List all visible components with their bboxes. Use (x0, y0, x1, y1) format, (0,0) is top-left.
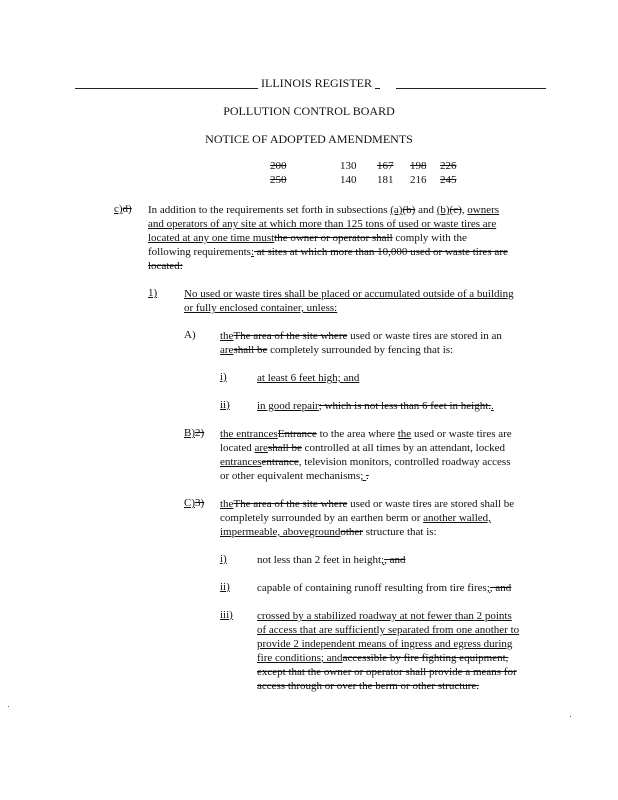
section-c-label: c)d) (114, 203, 132, 215)
item-a-i-text: at least 6 feet high; and (257, 372, 360, 384)
part-250: 250 (270, 174, 287, 186)
part-181: 181 (377, 174, 394, 186)
notice-title: NOTICE OF ADOPTED AMENDMENTS (205, 132, 413, 146)
item-a-i-label: i) (220, 371, 227, 383)
part-130: 130 (340, 160, 357, 172)
item-b-label: B)2) (184, 427, 205, 439)
board-title: POLLUTION CONTROL BOARD (223, 104, 395, 118)
part-198: 198 (410, 160, 427, 172)
scan-speck-left (8, 706, 9, 707)
item-c-i-text: not less than 2 feet in height;, and (257, 554, 406, 566)
register-rule-right (396, 88, 546, 89)
item-c-ii-text: capable of containing runoff resulting from tire fires;, and (257, 582, 512, 594)
item-c-i-label: i) (220, 553, 227, 565)
scan-speck-right (570, 716, 571, 717)
part-245: 245 (440, 174, 457, 186)
item-c-label: C)3) (184, 497, 205, 509)
item-a-ii-label: ii) (220, 399, 230, 411)
part-140: 140 (340, 174, 357, 186)
item-a-label: A) (184, 329, 196, 341)
part-200: 200 (270, 160, 287, 172)
item-a-ii-text: in good repair; which is not less than 6 feet in height.. (257, 400, 494, 412)
part-216: 216 (410, 174, 427, 186)
part-226: 226 (440, 160, 457, 172)
register-title: ILLINOIS REGISTER (258, 76, 375, 91)
part-167: 167 (377, 160, 394, 172)
item-1-label: 1) (148, 287, 158, 299)
item-c-ii-label: ii) (220, 581, 230, 593)
item-c-iii-label: iii) (220, 609, 233, 621)
